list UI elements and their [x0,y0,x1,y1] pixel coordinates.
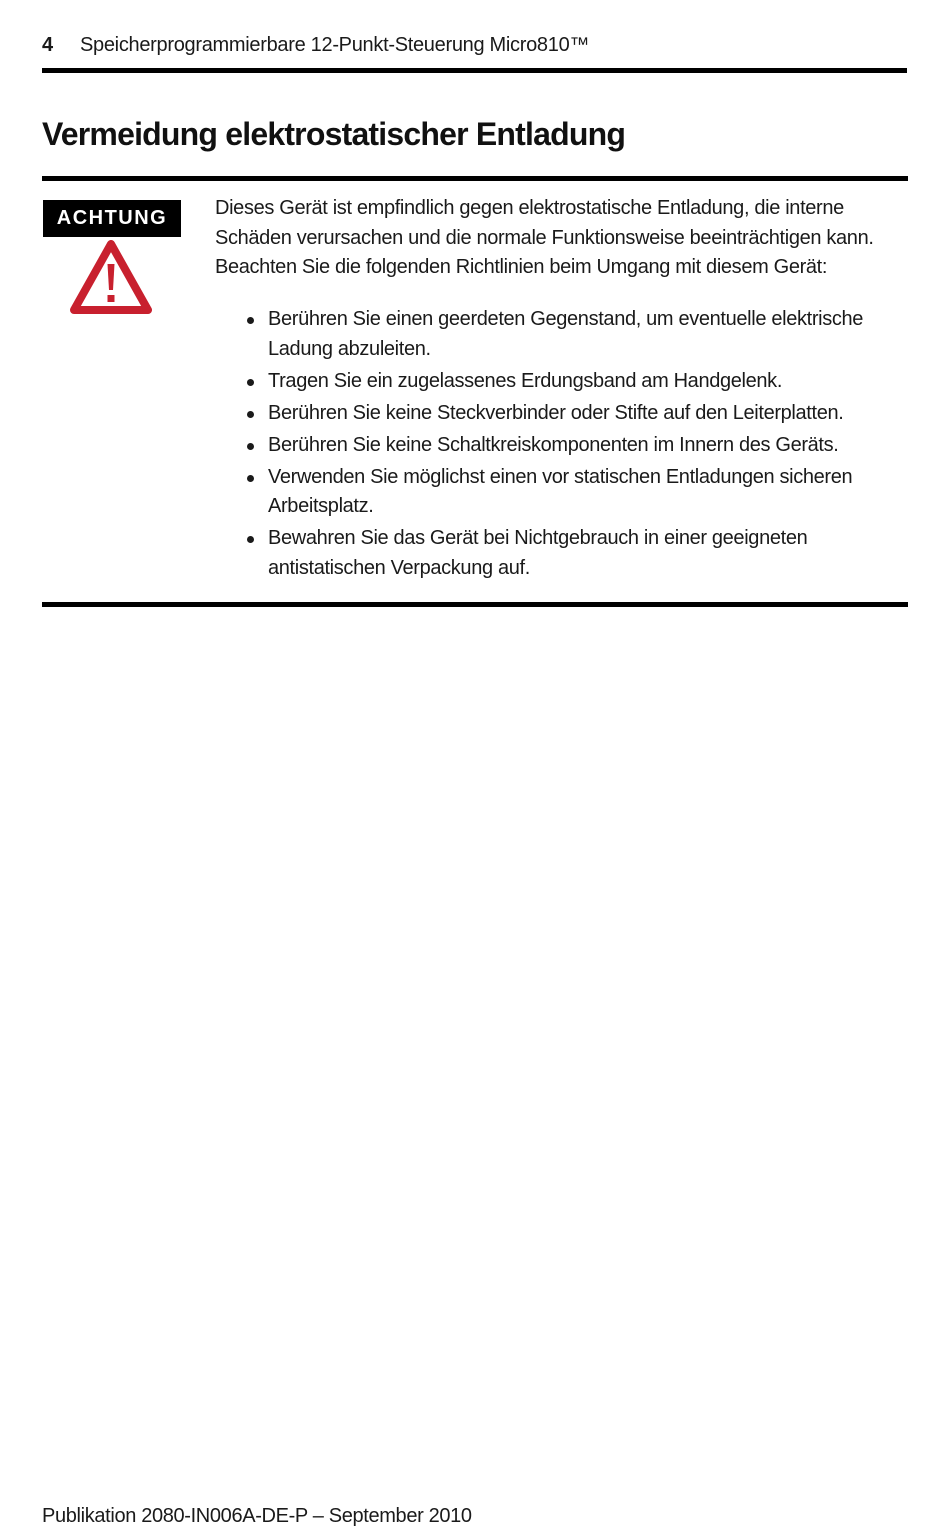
page-footer: Publikation 2080-IN006A-DE-P – September 2010 [42,1505,472,1527]
running-title: Speicherprogrammierbare 12-Punkt-Steuerung Micro810™ [80,33,590,56]
section-title: Vermeidung elektrostatischer Entladung [42,116,626,152]
bullet-icon [247,379,254,386]
bullet-icon [247,443,254,450]
list-item-text: Verwenden Sie möglichst einen vor statischen Entladungen sicheren Arbeitsplatz. [268,465,853,517]
list-item [245,463,895,522]
list-item [245,431,895,461]
warning-triangle-icon [70,240,152,316]
guideline-list [245,305,895,586]
list-item [245,305,895,364]
list-item [245,524,895,583]
list-item-text: Berühren Sie einen geerdeten Gegenstand, um eventuelle elektrische Ladung abzuleiten. [268,308,864,360]
attention-text: Dieses Gerät ist empfindlich gegen elektrostatische Entladung, die interne Schäden verursachen und die normale Funktionsweise beeinträchtigen kann. Beachten Sie die folgenden Richtlinien beim Umgang mit diesem Gerät: [215,197,874,278]
list-item-text: Berühren Sie keine Steckverbinder oder Stifte auf den Leiterplatten. [268,401,844,424]
header-rule [42,68,907,73]
attention-box-top-rule [42,176,908,181]
bullet-icon [247,536,254,543]
list-item-text: Berühren Sie keine Schaltkreiskomponenten im Innern des Geräts. [268,433,839,456]
list-item-text: Bewahren Sie das Gerät bei Nichtgebrauch in einer geeigneten antistatischen Verpackung auf. [268,527,808,579]
bullet-icon [247,411,254,418]
list-item-text: Tragen Sie ein zugelassenes Erdungsband am Handgelenk. [268,369,783,392]
page-header [42,30,906,60]
bullet-icon [247,317,254,324]
bullet-icon [247,475,254,482]
page-number: 4 [42,33,53,56]
list-item [245,367,895,397]
attention-label: ACHTUNG [43,200,181,237]
attention-box-bottom-rule [42,602,908,607]
list-item [245,399,895,429]
